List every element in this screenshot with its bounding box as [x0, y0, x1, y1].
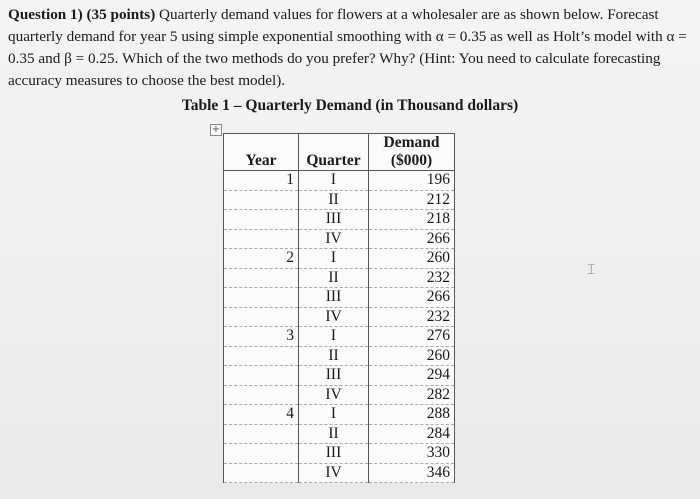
cell-demand: 266 [369, 229, 455, 249]
table-row [224, 229, 455, 249]
cell-quarter: IV [299, 463, 369, 483]
cell-quarter: I [299, 249, 369, 269]
cell-year [224, 424, 299, 444]
table-row [224, 327, 455, 347]
table-header-row [224, 134, 455, 171]
table-body [224, 171, 455, 483]
cell-demand: 260 [369, 346, 455, 366]
header-year: Year [224, 134, 299, 171]
cell-year [224, 346, 299, 366]
cell-demand: 218 [369, 210, 455, 230]
question-text-block [8, 4, 692, 92]
cell-quarter: III [299, 444, 369, 464]
cell-demand: 260 [369, 249, 455, 269]
text-cursor-icon: ⌶ [587, 262, 596, 278]
header-demand-line1: Demand [383, 134, 440, 151]
cell-demand: 232 [369, 268, 455, 288]
cell-quarter: IV [299, 307, 369, 327]
cell-demand: 288 [369, 405, 455, 425]
cell-quarter: II [299, 424, 369, 444]
cell-year [224, 307, 299, 327]
cell-quarter: I [299, 327, 369, 347]
table-row [224, 190, 455, 210]
cell-quarter: II [299, 190, 369, 210]
cell-year: 4 [224, 405, 299, 425]
table-row [224, 171, 455, 191]
cell-year [224, 229, 299, 249]
question-label: Question 1) (35 points) [8, 6, 156, 23]
table-row [224, 210, 455, 230]
cell-year [224, 444, 299, 464]
table-row [224, 444, 455, 464]
cell-year [224, 385, 299, 405]
header-demand-line2: ($000) [390, 152, 433, 169]
cell-demand: 232 [369, 307, 455, 327]
cell-year: 1 [224, 171, 299, 191]
cell-year [224, 190, 299, 210]
expand-handle-icon[interactable]: + [211, 124, 221, 135]
cell-quarter: II [299, 346, 369, 366]
table-title: Table 1 – Quarterly Demand (in Thousand dollars) [181, 97, 519, 114]
header-demand [369, 134, 455, 171]
table-row [224, 346, 455, 366]
table-row [224, 424, 455, 444]
demand-table [223, 133, 455, 483]
cell-quarter: IV [299, 385, 369, 405]
cell-year [224, 366, 299, 386]
cell-quarter: I [299, 171, 369, 191]
table-row [224, 385, 455, 405]
cell-demand: 212 [369, 190, 455, 210]
question-body: Quarterly demand values for flowers at a wholesaler are as shown below. Forecast quarterly demand for year 5 using simple exponential smoothing with α = 0.35 as well as Holt’s model with α = 0.35 and β = 0.25. Which of the two methods do you prefer? Why? (Hint: You need to calculate forecasting accuracy measures to choose the best model). [8, 6, 687, 89]
cell-demand: 330 [369, 444, 455, 464]
cell-demand: 284 [369, 424, 455, 444]
cell-quarter: I [299, 405, 369, 425]
cell-year [224, 210, 299, 230]
table-row [224, 463, 455, 483]
cell-year: 3 [224, 327, 299, 347]
table-row [224, 268, 455, 288]
cell-demand: 196 [369, 171, 455, 191]
cell-quarter: IV [299, 229, 369, 249]
cell-demand: 294 [369, 366, 455, 386]
table-row [224, 307, 455, 327]
cell-year: 2 [224, 249, 299, 269]
header-quarter: Quarter [299, 134, 369, 171]
cell-quarter: III [299, 210, 369, 230]
cell-year [224, 268, 299, 288]
table-row [224, 288, 455, 308]
cell-demand: 266 [369, 288, 455, 308]
cell-demand: 282 [369, 385, 455, 405]
table-row [224, 366, 455, 386]
table-row [224, 405, 455, 425]
cell-demand: 346 [369, 463, 455, 483]
cell-quarter: III [299, 366, 369, 386]
table-row [224, 249, 455, 269]
cell-demand: 276 [369, 327, 455, 347]
cell-year [224, 288, 299, 308]
cell-quarter: II [299, 268, 369, 288]
cell-quarter: III [299, 288, 369, 308]
cell-year [224, 463, 299, 483]
